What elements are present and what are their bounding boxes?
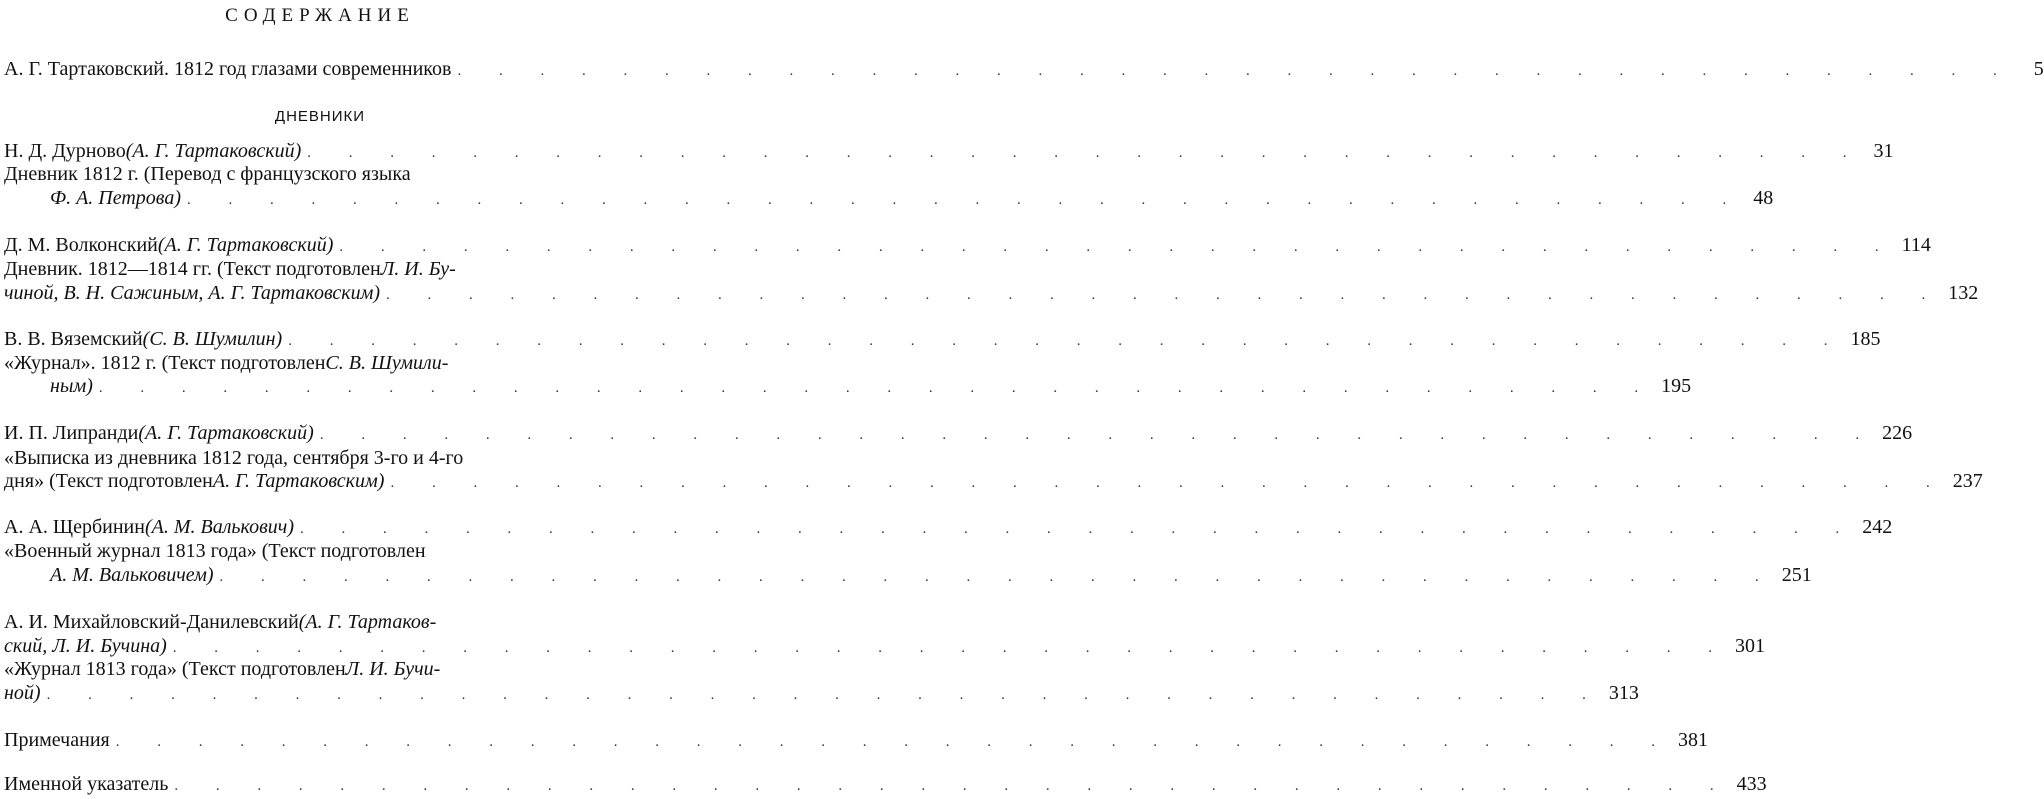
page-number: 31 xyxy=(1873,140,1894,162)
toc-entry-scherbinin-journal-line1[interactable] xyxy=(4,539,636,564)
toc-entry-mikhailovsky-line2[interactable] xyxy=(4,634,1766,659)
editor-names: ский, Л. И. Бучина) xyxy=(4,635,167,657)
dot-leader: . . . . . . . . . . . . . . . . . . . . . . . . . . . . . . . . . . . . . . xyxy=(174,778,1731,794)
page-number: 237 xyxy=(1952,470,1983,492)
toc-entry-liprandi-extract-line2[interactable] xyxy=(4,469,1983,494)
author-name: Н. Д. Дурново xyxy=(4,140,126,162)
dot-leader: . . . . . . . . . . . . . . . . . . . . . . . . . . . . . . . . . . . . . . xyxy=(172,640,1730,656)
page-number: 433 xyxy=(1736,773,1767,795)
author-name: В. В. Вяземский xyxy=(4,328,143,350)
toc-entry-liprandi[interactable] xyxy=(4,421,1913,446)
dot-leader: . . . . . . . . . . . . . . . . . . . . . . . . . . . . . . . . . . . . . . xyxy=(307,145,1864,161)
page-number: 195 xyxy=(1661,375,1692,397)
page-title: СОДЕРЖАНИЕ xyxy=(225,5,415,26)
entry-text: Именной указатель xyxy=(4,773,169,795)
editor-name: (А. М. Валькович) xyxy=(144,516,294,538)
page-number: 381 xyxy=(1677,729,1708,751)
page-number: 48 xyxy=(1753,187,1774,209)
editor-name: С. В. Шумили- xyxy=(325,352,449,374)
editor-name: А. Г. Тартаковским) xyxy=(212,470,385,492)
editor-name: Л. И. Бу- xyxy=(380,258,456,280)
dot-leader: . . . . . . . . . . . . . . . . . . . . . . . . . . . . . . . . . . . . . . xyxy=(46,687,1603,703)
page-number: 251 xyxy=(1781,564,1812,586)
toc-entry-volkonsky-diary-line2[interactable] xyxy=(4,281,1979,306)
editor-name: А. М. Вальковичем) xyxy=(50,564,214,586)
author-name: А. А. Щербинин xyxy=(4,516,145,538)
dot-leader: . . . . . . . . . . . . . . . . . . . . . . . . . . . . . . . . . . . . . . xyxy=(390,475,1947,491)
toc-entry-scherbinin-journal-line2[interactable] xyxy=(50,563,1812,588)
editor-name: ной) xyxy=(4,682,41,704)
toc-entry-durnovo[interactable] xyxy=(4,139,1894,164)
dot-leader: . . . . . . . . . . . . . . . . . . . . . . . . . . . . . . . . . . . . . . xyxy=(339,239,1896,255)
dot-leader: . . . . . . . . . . . . . . . . . . . . . . . . . . . . . . . . . . . . . . xyxy=(115,734,1672,750)
toc-entry-notes[interactable] xyxy=(4,728,1708,753)
toc-entry-mikhailovsky-journal-line2[interactable] xyxy=(4,681,1639,706)
toc-entry-volkonsky[interactable] xyxy=(4,233,1931,258)
author-name: Д. М. Волконский xyxy=(4,234,158,256)
page-number: 242 xyxy=(1862,516,1893,538)
toc-entry-mikhailovsky-journal-line1[interactable] xyxy=(4,657,636,682)
dot-leader: . . . . . . . . . . . . . . . . . . . . . . . . . . . . . . . . . . . . . . xyxy=(187,192,1744,208)
page-number: 301 xyxy=(1735,635,1766,657)
dot-leader: . . . . . . . . . . . . . . . . . . . . . . . . . . . . . . . . . . . . . . xyxy=(300,521,1857,537)
page-number: 5 xyxy=(2033,58,2044,80)
entry-text: «Журнал 1813 года» (Текст подготовлен xyxy=(4,658,346,680)
editor-names: чиной, В. Н. Сажиным, А. Г. Тартаковским) xyxy=(4,282,381,304)
toc-entry-index[interactable] xyxy=(4,772,1767,797)
dot-leader: . . . . . . . . . . . . . . . . . . . . . . . . . . . . . . . . . . . . . . xyxy=(457,63,2014,79)
page-number: 185 xyxy=(1850,328,1881,350)
page-number: 132 xyxy=(1948,282,1979,304)
toc-entry-durnovo-diary-line1[interactable] xyxy=(4,162,636,187)
section-title: ДНЕВНИКИ xyxy=(274,108,366,125)
editor-name: (А. Г. Тартаков- xyxy=(298,611,437,633)
entry-text: Примечания xyxy=(4,729,110,751)
editor-name: ным) xyxy=(50,375,93,397)
toc-entry-volkonsky-diary-line1[interactable] xyxy=(4,257,636,282)
author-name: А. И. Михайловский-Данилевский xyxy=(4,611,299,633)
dot-leader: . . . . . . . . . . . . . . . . . . . . . . . . . . . . . . . . . . . . . . xyxy=(98,380,1656,396)
page-number: 226 xyxy=(1882,422,1913,444)
entry-text: «Выписка из дневника 1812 года, сентября 3-го и 4-го xyxy=(4,447,464,469)
toc-entry-vyazemsky[interactable] xyxy=(4,327,1881,352)
toc-entry-intro[interactable] xyxy=(4,57,2044,82)
editor-name: (А. Г. Тартаковский) xyxy=(125,140,302,162)
toc-entry-durnovo-diary-line2[interactable] xyxy=(50,186,1774,211)
page-number: 313 xyxy=(1608,682,1639,704)
toc-entry-mikhailovsky[interactable] xyxy=(4,610,636,635)
editor-name: (А. Г. Тартаковский) xyxy=(138,422,314,444)
dot-leader: . . . . . . . . . . . . . . . . . . . . . . . . . . . . . . . . . . . . . . xyxy=(219,569,1776,585)
toc-entry-text: А. Г. Тартаковский. 1812 год глазами современников xyxy=(4,58,452,80)
dot-leader: . . . . . . . . . . . . . . . . . . . . . . . . . . . . . . . . . . . . . . xyxy=(288,333,1845,349)
author-name: И. П. Липранди xyxy=(4,422,139,444)
editor-name: (С. В. Шумилин) xyxy=(142,328,283,350)
toc-entry-scherbinin[interactable] xyxy=(4,515,1893,540)
entry-text: «Журнал». 1812 г. (Текст подготовлен xyxy=(4,352,326,374)
dot-leader: . . . . . . . . . . . . . . . . . . . . . . . . . . . . . . . . . . . . . . xyxy=(319,427,1877,443)
entry-text: «Военный журнал 1813 года» (Текст подготовлен xyxy=(4,540,426,562)
toc-entry-liprandi-extract-line1[interactable] xyxy=(4,446,636,471)
editor-name: Л. И. Бучи- xyxy=(345,658,441,680)
dot-leader: . . . . . . . . . . . . . . . . . . . . . . . . . . . . . . . . . . . . . . xyxy=(386,287,1943,303)
translator-name: Ф. А. Петрова) xyxy=(50,187,182,209)
entry-text: Дневник 1812 г. (Перевод с французского языка xyxy=(4,163,411,185)
editor-name: (А. Г. Тартаковский) xyxy=(157,234,334,256)
toc-entry-vyazemsky-journal-line1[interactable] xyxy=(4,351,636,376)
entry-text: дня» (Текст подготовлен xyxy=(4,470,213,492)
entry-text: Дневник. 1812—1814 гг. (Текст подготовлен xyxy=(4,258,381,280)
page-number: 114 xyxy=(1901,234,1931,256)
toc-entry-vyazemsky-journal-line2[interactable] xyxy=(50,374,1692,399)
